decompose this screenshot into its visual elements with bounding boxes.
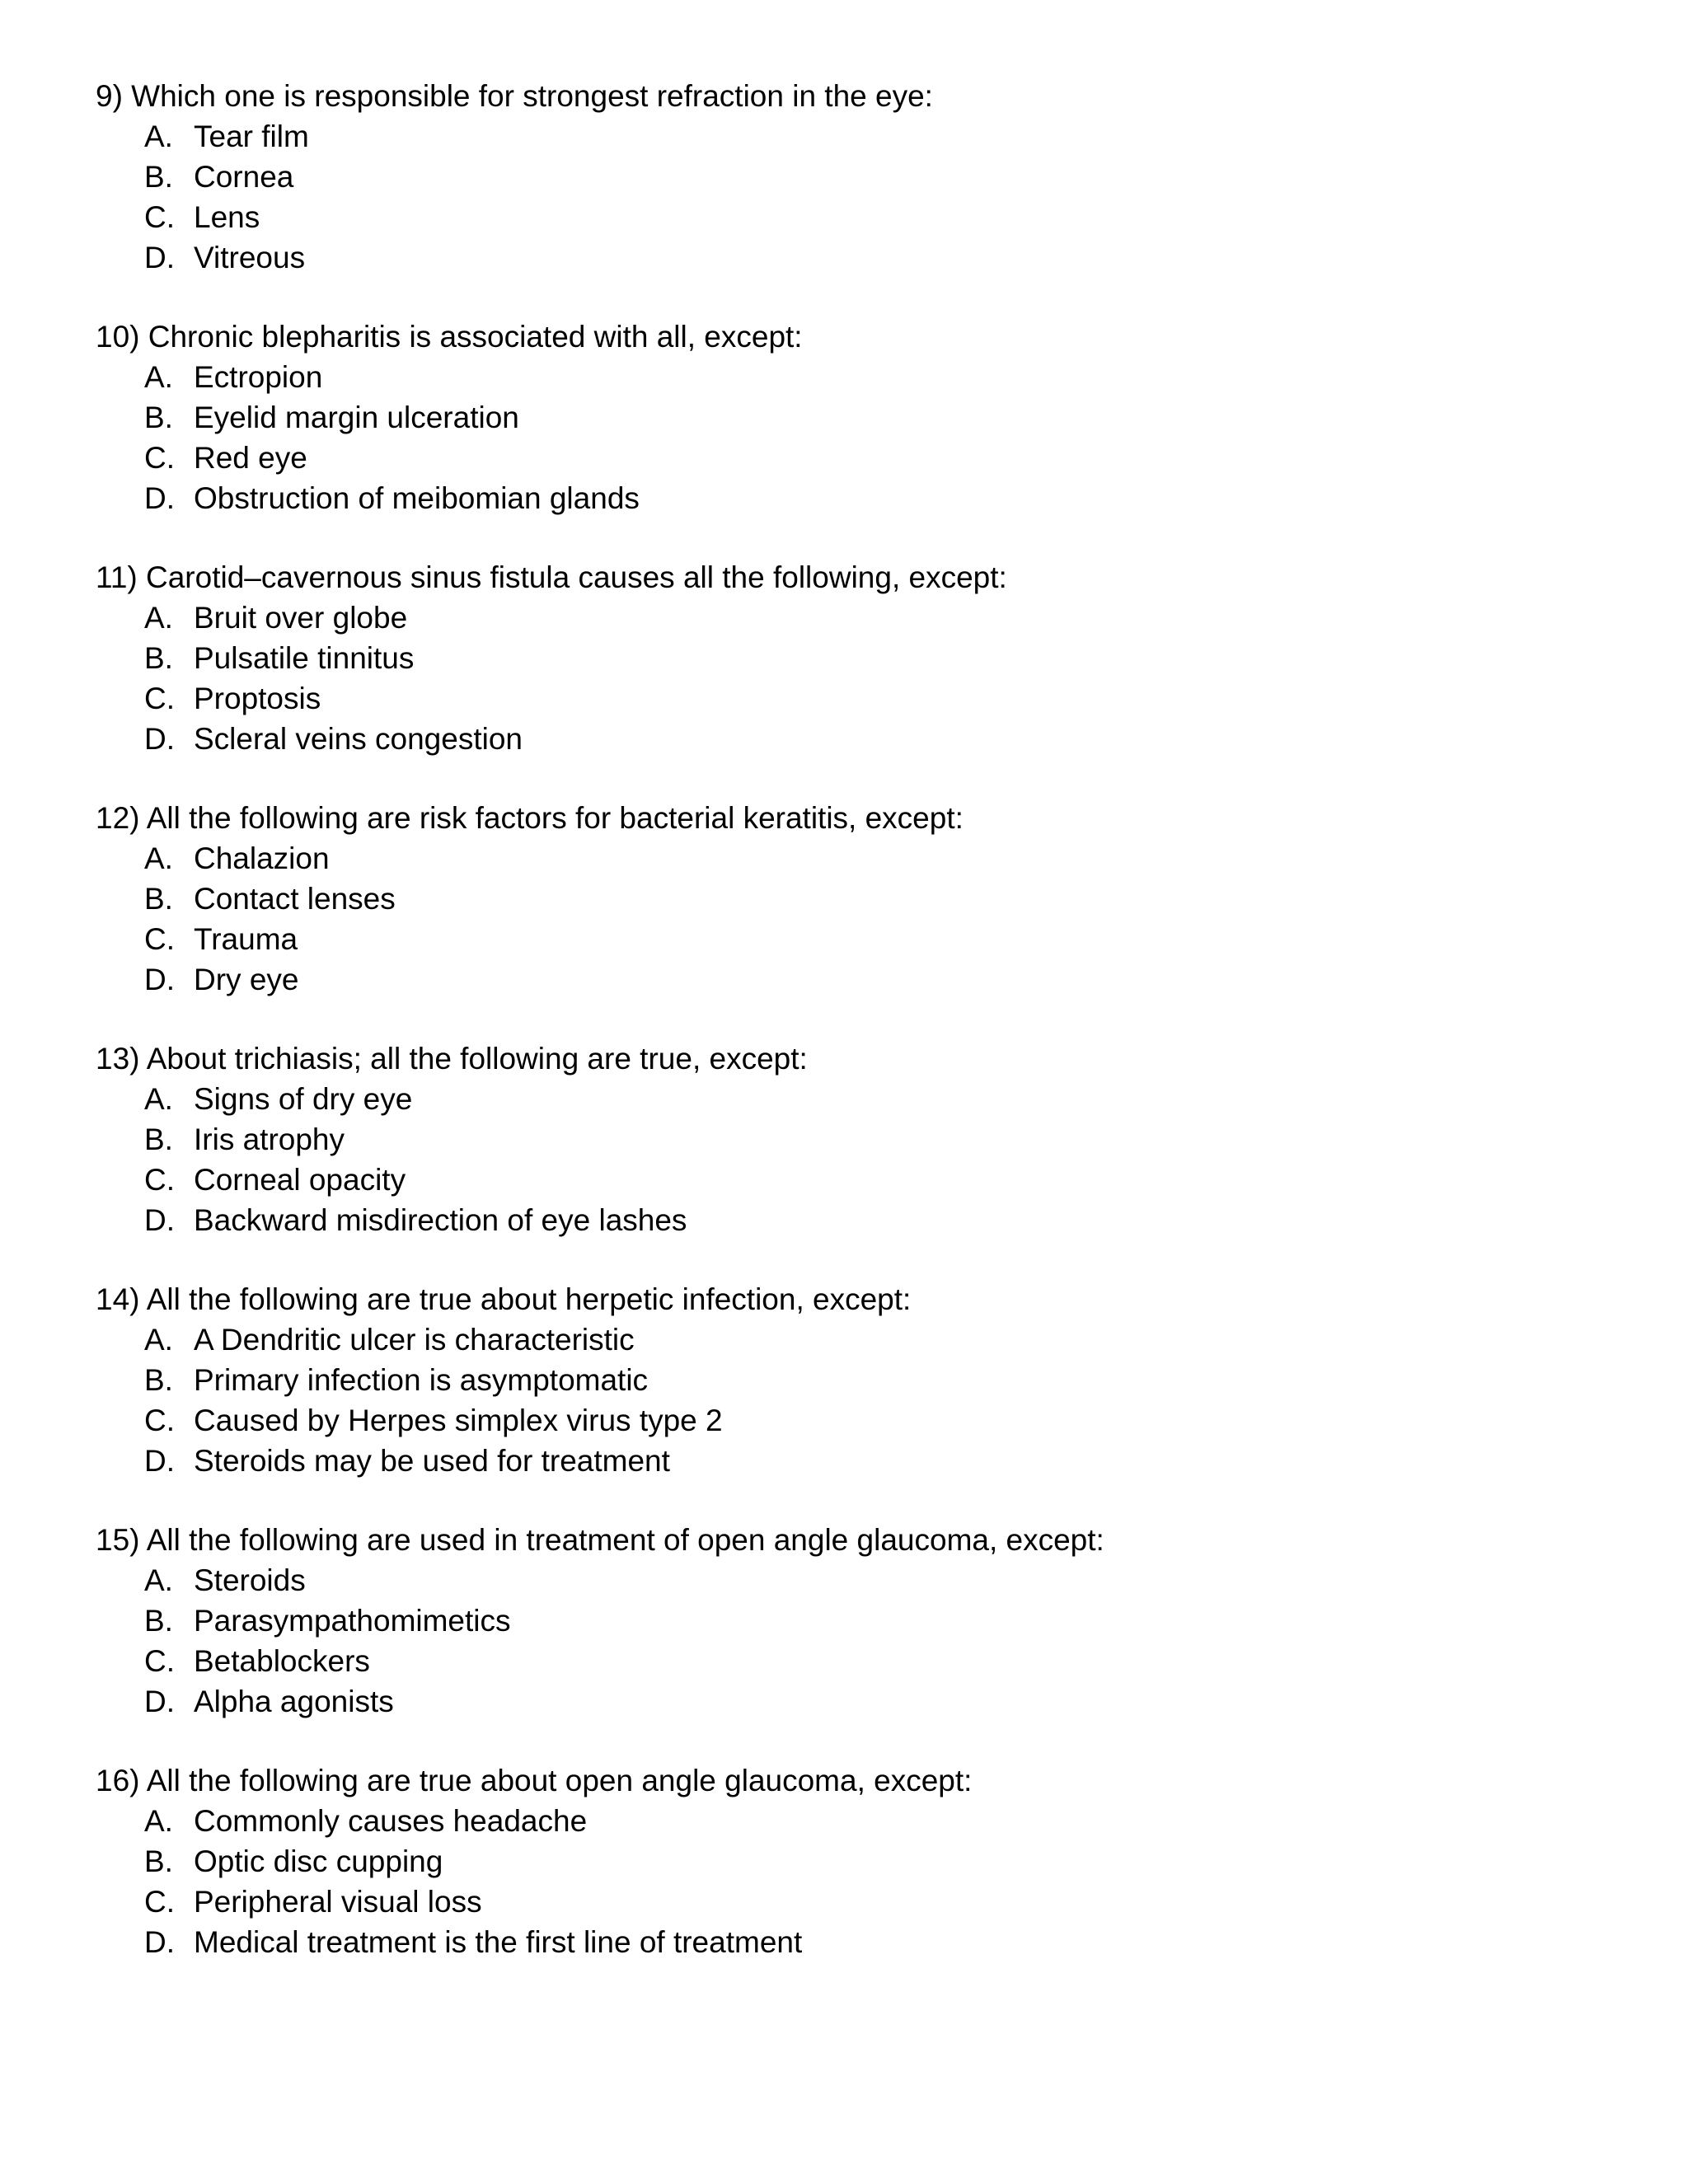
option-text: Contact lenses	[194, 882, 396, 916]
option-d	[144, 1922, 1579, 1962]
question-15	[96, 1520, 1579, 1760]
option-text: Iris atrophy	[194, 1122, 345, 1156]
option-text: Red eye	[194, 441, 307, 475]
option-text: A Dendritic ulcer is characteristic	[194, 1323, 635, 1357]
question-text: 13) About trichiasis; all the following are true, except:	[96, 1042, 808, 1076]
option-text: Cornea	[194, 160, 294, 194]
question-text: 12) All the following are risk factors for bacterial keratitis, except:	[96, 801, 964, 835]
option-text: Backward misdirection of eye lashes	[194, 1203, 687, 1237]
option-text: Trauma	[194, 922, 298, 956]
option-letter: A.	[144, 841, 173, 875]
option-text: Caused by Herpes simplex virus type 2	[194, 1404, 723, 1437]
option-letter: A.	[144, 120, 173, 153]
option-list	[96, 1560, 1579, 1722]
question-9	[96, 76, 1579, 316]
option-letter: A.	[144, 1323, 173, 1357]
option-letter: B.	[144, 882, 173, 916]
option-letter: B.	[144, 401, 173, 434]
question-text: 14) All the following are true about herpetic infection, except:	[96, 1282, 912, 1316]
option-d	[144, 1200, 1579, 1240]
option-text: Vitreous	[194, 241, 306, 274]
option-letter: D.	[144, 722, 175, 756]
option-letter: B.	[144, 1122, 173, 1156]
option-letter: B.	[144, 641, 173, 675]
option-list	[96, 598, 1579, 759]
option-text: Proptosis	[194, 682, 321, 715]
option-a	[144, 1319, 1579, 1360]
option-letter: C.	[144, 1885, 175, 1919]
option-letter: C.	[144, 200, 175, 234]
option-letter: B.	[144, 1604, 173, 1638]
option-letter: A.	[144, 1082, 173, 1116]
option-list	[96, 1319, 1579, 1481]
option-text: Parasympathomimetics	[194, 1604, 511, 1638]
option-a	[144, 1560, 1579, 1601]
option-text: Ectropion	[194, 360, 323, 394]
option-a	[144, 1801, 1579, 1841]
option-c	[144, 197, 1579, 237]
question-13	[96, 1038, 1579, 1279]
option-letter: C.	[144, 441, 175, 475]
option-a	[144, 1079, 1579, 1119]
option-text: Optic disc cupping	[194, 1844, 443, 1878]
question-text: 15) All the following are used in treatment of open angle glaucoma, except:	[96, 1523, 1104, 1557]
option-c	[144, 1882, 1579, 1922]
option-b	[144, 1601, 1579, 1641]
option-list	[96, 1079, 1579, 1240]
option-letter: A.	[144, 360, 173, 394]
option-b	[144, 638, 1579, 678]
option-d	[144, 1681, 1579, 1722]
option-letter: A.	[144, 1804, 173, 1838]
option-d	[144, 237, 1579, 278]
option-text: Scleral veins congestion	[194, 722, 523, 756]
option-letter: D.	[144, 241, 175, 274]
option-c	[144, 1400, 1579, 1441]
option-text: Lens	[194, 200, 260, 234]
option-c	[144, 678, 1579, 719]
option-text: Medical treatment is the first line of treatment	[194, 1925, 803, 1959]
option-a	[144, 838, 1579, 879]
question-11	[96, 557, 1579, 798]
option-text: Steroids	[194, 1563, 306, 1597]
option-b	[144, 1360, 1579, 1400]
option-list	[96, 116, 1579, 278]
option-letter: B.	[144, 1363, 173, 1397]
option-d	[144, 959, 1579, 1000]
question-text: 11) Carotid–cavernous sinus fistula causes all the following, except:	[96, 560, 1007, 594]
option-text: Alpha agonists	[194, 1685, 394, 1718]
option-letter: D.	[144, 1444, 175, 1478]
option-letter: B.	[144, 1844, 173, 1878]
option-list	[96, 838, 1579, 1000]
option-text: Corneal opacity	[194, 1163, 406, 1197]
option-letter: A.	[144, 601, 173, 635]
option-letter: D.	[144, 481, 175, 515]
option-text: Eyelid margin ulceration	[194, 401, 519, 434]
option-b	[144, 1119, 1579, 1160]
option-letter: B.	[144, 160, 173, 194]
option-letter: C.	[144, 1644, 175, 1678]
option-text: Peripheral visual loss	[194, 1885, 482, 1919]
option-b	[144, 157, 1579, 197]
option-b	[144, 1841, 1579, 1882]
option-list	[96, 357, 1579, 518]
option-letter: C.	[144, 682, 175, 715]
option-letter: D.	[144, 963, 175, 996]
question-16	[96, 1760, 1579, 2001]
option-a	[144, 116, 1579, 157]
question-text: 10) Chronic blepharitis is associated with all, except:	[96, 320, 803, 354]
option-letter: D.	[144, 1925, 175, 1959]
option-text: Dry eye	[194, 963, 299, 996]
option-c	[144, 438, 1579, 478]
option-d	[144, 1441, 1579, 1481]
question-list	[96, 76, 1579, 2001]
option-text: Steroids may be used for treatment	[194, 1444, 670, 1478]
option-letter: C.	[144, 1404, 175, 1437]
option-letter: C.	[144, 1163, 175, 1197]
option-text: Obstruction of meibomian glands	[194, 481, 640, 515]
question-text: 16) All the following are true about open angle glaucoma, except:	[96, 1764, 973, 1797]
option-text: Tear film	[194, 120, 309, 153]
option-letter: A.	[144, 1563, 173, 1597]
option-text: Bruit over globe	[194, 601, 408, 635]
option-c	[144, 1641, 1579, 1681]
option-text: Commonly causes headache	[194, 1804, 588, 1838]
option-d	[144, 719, 1579, 759]
option-a	[144, 357, 1579, 397]
option-c	[144, 1160, 1579, 1200]
question-12	[96, 798, 1579, 1038]
option-b	[144, 397, 1579, 438]
option-d	[144, 478, 1579, 518]
option-a	[144, 598, 1579, 638]
option-text: Betablockers	[194, 1644, 370, 1678]
question-10	[96, 316, 1579, 557]
option-letter: C.	[144, 922, 175, 956]
option-text: Signs of dry eye	[194, 1082, 413, 1116]
option-text: Chalazion	[194, 841, 330, 875]
option-list	[96, 1801, 1579, 1962]
option-letter: D.	[144, 1685, 175, 1718]
option-b	[144, 879, 1579, 919]
question-text: 9) Which one is responsible for strongest refraction in the eye:	[96, 79, 933, 113]
option-text: Primary infection is asymptomatic	[194, 1363, 649, 1397]
option-text: Pulsatile tinnitus	[194, 641, 415, 675]
option-c	[144, 919, 1579, 959]
question-14	[96, 1279, 1579, 1520]
option-letter: D.	[144, 1203, 175, 1237]
